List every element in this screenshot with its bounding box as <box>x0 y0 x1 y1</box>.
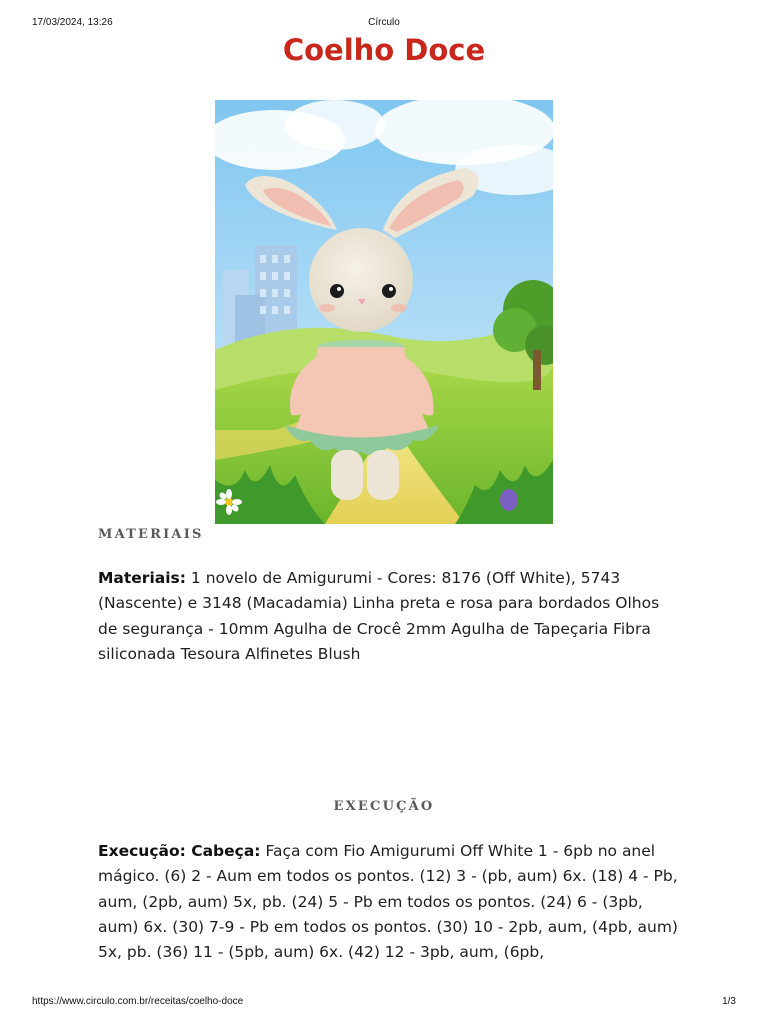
execucao-paragraph <box>98 839 678 965</box>
materiais-text: 1 novelo de Amigurumi - Cores: 8176 (Off White), 5743 (Nascente) e 3148 (Macadamia) Linha preta e rosa para bordados Olhos de segurança - 10mm Agulha de Crocê 2mm Agulha de Tapeçaria Fibra siliconada Tesoura Alfinetes Blush <box>98 569 660 663</box>
materiais-label: Materiais: <box>98 569 186 587</box>
section-heading-materiais: MATERIAIS <box>98 527 204 542</box>
print-site-title: Círculo <box>368 17 400 28</box>
execucao-text: Faça com Fio Amigurumi Off White 1 - 6pb no anel mágico. (6) 2 - Aum em todos os pontos. (12) 3 - (pb, aum) 6x. (18) 4 - Pb, aum, (2pb, aum) 5x, pb. (24) 5 - Pb em todos os pontos. (24) 6 - (3pb, aum) 6x. (30) 7-9 - Pb em todos os pontos. (30) 10 - 2pb, aum, (4pb, aum) 5x, pb. (36) 11 - (5pb, aum) 6x. (42) 12 - 3pb, aum, (6pb, <box>98 842 678 962</box>
execucao-label: Execução: Cabeça: <box>98 842 261 860</box>
print-datetime: 17/03/2024, 13:26 <box>32 17 113 28</box>
page-title: Coelho Doce <box>282 33 486 67</box>
materiais-paragraph <box>98 566 678 667</box>
bunny-amigurumi-image <box>215 100 553 524</box>
print-url: https://www.circulo.com.br/receitas/coelho-doce <box>32 996 244 1007</box>
print-page-number: 1/3 <box>722 996 736 1007</box>
section-heading-execucao: EXECUÇÃO <box>333 799 435 814</box>
